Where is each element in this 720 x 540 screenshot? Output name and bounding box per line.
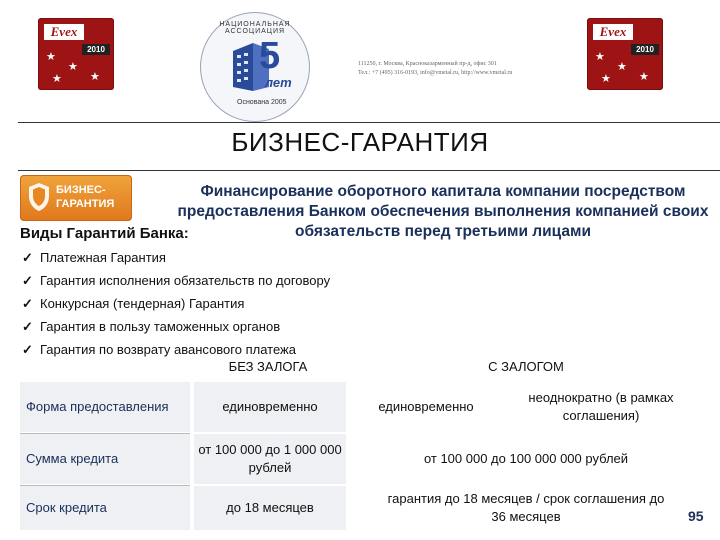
list-item-text: Конкурсная (тендерная) Гарантия: [40, 296, 245, 311]
star-icon: ★: [601, 73, 611, 85]
list-item: [22, 315, 330, 338]
star-icon: ★: [90, 71, 100, 83]
column-header-no-collateral: БЕЗ ЗАЛОГА: [228, 359, 308, 374]
check-icon: ✓: [22, 273, 33, 288]
star-icon: ★: [639, 71, 649, 83]
award-logo-text: Evex: [44, 24, 84, 40]
shield-icon: [28, 182, 50, 212]
star-icon: ★: [68, 61, 78, 73]
list-item: [22, 292, 330, 315]
table-cell: от 100 000 до 100 000 000 рублей: [423, 451, 629, 466]
list-item-text: Гарантия по возврату авансового платежа: [40, 342, 296, 357]
star-icon: ★: [617, 61, 627, 73]
list-item-text: Гарантия в пользу таможенных органов: [40, 319, 281, 334]
star-icon: ★: [595, 51, 605, 63]
award-logo-right: [587, 18, 663, 90]
table-cell: гарантия до 18 месяцев / срок соглашения до 36 месяцев: [387, 491, 665, 524]
check-icon: ✓: [22, 250, 33, 265]
list-item: [22, 246, 330, 269]
guarantee-types-list: [22, 246, 330, 361]
check-icon: ✓: [22, 319, 33, 334]
brand-logo-line: ГАРАНТИЯ: [56, 198, 115, 210]
star-icon: ★: [52, 73, 62, 85]
award-logo-year: 2010: [631, 44, 659, 55]
star-icon: ★: [46, 51, 56, 63]
brand-logo-line: БИЗНЕС-: [56, 184, 106, 196]
table-cell: единовременно: [378, 399, 474, 414]
table-cell: от 100 000 до 1 000 000 рублей: [194, 434, 346, 484]
award-logo-text: Evex: [593, 24, 633, 40]
list-item-text: Платежная Гарантия: [40, 250, 166, 265]
check-icon: ✓: [22, 296, 33, 311]
guarantee-types-heading: Виды Гарантий Банка:: [20, 225, 189, 242]
association-ring-text: НАЦИОНАЛЬНАЯ АССОЦИАЦИЯ: [219, 21, 291, 35]
contact-line: 111250, г. Москва, Красноказарменный пр-д, офис 301: [358, 61, 497, 67]
divider: [18, 122, 720, 123]
row-label: Срок кредита: [20, 486, 190, 530]
check-icon: ✓: [22, 342, 33, 357]
list-item-text: Гарантия исполнения обязательств по договору: [40, 273, 331, 288]
list-item: [22, 338, 330, 361]
brand-logo-text: [56, 183, 130, 211]
award-logo-left: [38, 18, 114, 90]
association-number: 5: [259, 35, 281, 77]
divider: [18, 170, 720, 171]
table-cell: до 18 месяцев: [194, 486, 346, 530]
association-logo: [200, 12, 350, 120]
association-seal: [200, 12, 310, 122]
table-cell: единовременно: [194, 382, 346, 432]
page-title: БИЗНЕС-ГАРАНТИЯ: [231, 127, 489, 157]
row-label: Сумма кредита: [20, 434, 190, 484]
list-item: [22, 269, 330, 292]
page-number: 95: [688, 508, 704, 524]
association-sub: лет: [265, 75, 292, 90]
column-header-collateral: С ЗАЛОГОМ: [488, 359, 564, 374]
product-description: Финансирование оборотного капитала компании посредством предоставления Банком обеспечения выполнения компанией своих обязательств перед третьими лицами: [177, 183, 709, 240]
award-logo-year: 2010: [82, 44, 110, 55]
table-cell: неоднократно (в рамках соглашения): [528, 390, 674, 423]
contact-info: [358, 60, 558, 78]
brand-logo: [20, 175, 132, 221]
row-label: Форма предоставления: [20, 382, 190, 432]
contact-line: Тел.: +7 (495) 316-0193, info@vmetal.ru, http://www.vmetal.ru: [358, 70, 513, 76]
association-founded: Основана 2005: [237, 99, 287, 106]
